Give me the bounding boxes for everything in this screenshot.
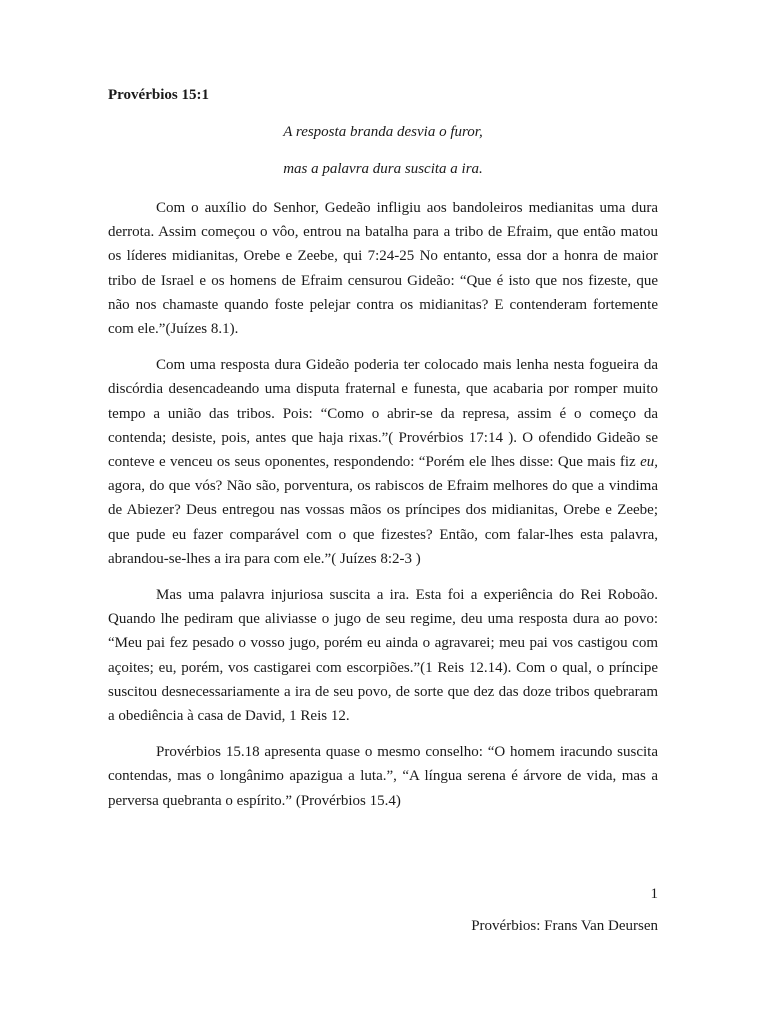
document-body [108, 196, 658, 825]
paragraph-4: Provérbios 15.18 apresenta quase o mesmo conselho: “O homem iracundo suscita contendas, mas o longânimo apazigua a luta.”, “A língua serena é árvore de vida, mas a perversa quebranta o espírito.” (Provérbios 15.4) [108, 744, 658, 809]
paragraph-3: Mas uma palavra injuriosa suscita a ira. Esta foi a experiência do Rei Roboão. Quando lhe pediram que aliviasse o jugo de seu regime, deu uma resposta dura ao povo: “Meu pai fez pesado o vosso jugo, porém eu ainda o agravarei; meu pai vos castigou com açoites; eu, porém, vos castigarei com escorpiões.”(1 Reis 12.14). Com o qual, o príncipe suscitou desnecessariamente a ira de seu povo, de sorte que dez das doze tribos quebraram a obediência à casa de David, 1 Reis 12. [108, 587, 658, 725]
document-heading: Provérbios 15:1 [108, 87, 209, 103]
paragraph-2-emphasis: eu [640, 454, 655, 471]
epigraph-line-1: A resposta branda desvia o furor, [283, 124, 483, 140]
page-footer: Provérbios: Frans Van Deursen [471, 918, 658, 934]
paragraph-2 [108, 353, 658, 571]
epigraph-line-2: mas a palavra dura suscita a ira. [283, 161, 483, 177]
paragraph-1: Com o auxílio do Senhor, Gedeão infligiu aos bandoleiros medianitas uma dura derrota. Assim começou o vôo, entrou na batalha para a tribo de Efraim, que então matou os líderes midianitas, Orebe e Zeebe, qui 7:24-25 No entanto, essa dor a honra de maior tribo de Israel e os homens de Efraim censurou Gideão: “Que é isto que nos fizeste, que não nos chamaste quando foste pelejar contra os midianitas? E contenderam fortemente com ele.”(Juízes 8.1). [108, 200, 658, 338]
paragraph-2-text-start: Com uma resposta dura Gideão poderia ter colocado mais lenha nesta fogueira da discórdia desencadeando uma disputa fraternal e funesta, que acabaria por romper muito tempo a união das tribos. Pois: “Como o abrir-se da represa, assim é o começo da contenda; desiste, pois, antes que haja rixas.”( Provérbios 17:14 ). O ofendido Gideão se conteve e venceu os seus oponentes, respondendo: “Porém ele lhes disse: Que mais fiz [108, 357, 658, 471]
paragraph-2-text-end: , agora, do que vós? Não são, porventura, os rabiscos de Efraim melhores do que a vindima de Abiezer? Deus entregou nas vossas mãos os príncipes dos midianitas, Orebe e Zeebe; que pude eu fazer comparável com o que fizestes? Então, com falar-lhes esta palavra, abrandou-se-lhes a ira para com ele.”( Juízes 8:2-3 ) [108, 454, 658, 567]
page-number: 1 [650, 886, 658, 902]
